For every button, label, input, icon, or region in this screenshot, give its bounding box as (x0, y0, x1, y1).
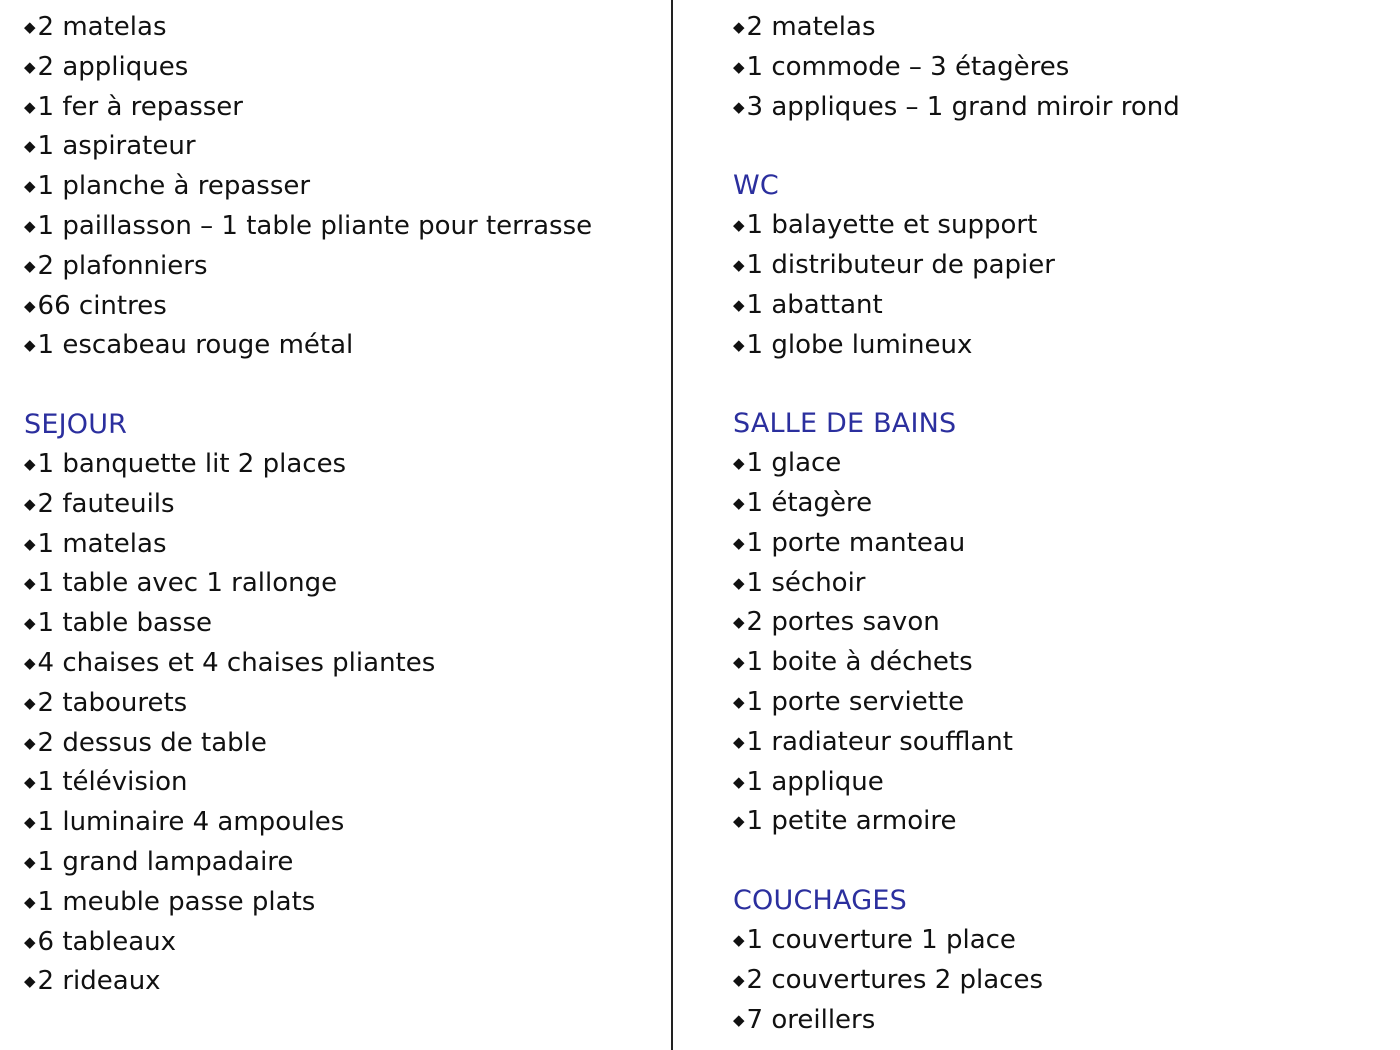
section-partial-left (24, 8, 664, 366)
list-item-text: 1 porte manteau (746, 527, 966, 558)
bullet-icon: ◆ (733, 653, 745, 672)
list-item-text: 1 commode – 3 étagères (746, 51, 1070, 82)
bullet-icon: ◆ (24, 574, 36, 593)
list-item-text: 1 fer à repasser (37, 91, 243, 122)
bullet-icon: ◆ (24, 852, 36, 871)
list-item-text: 2 matelas (37, 12, 167, 42)
bullet-icon: ◆ (733, 493, 745, 512)
list-item-text: 2 plafonniers (37, 250, 208, 281)
bullet-icon: ◆ (733, 692, 745, 711)
list-item (24, 525, 664, 565)
list-item (24, 167, 664, 207)
list-item (24, 883, 664, 923)
list-item-text: 6 tableaux (37, 926, 177, 957)
list-item-text: 1 aspirateur (37, 131, 196, 162)
list-item-text: 1 paillasson – 1 table pliante pour terrasse (37, 210, 593, 241)
bullet-icon: ◆ (733, 732, 745, 751)
list-item-text: 1 luminaire 4 ampoules (37, 807, 345, 838)
left-column (24, 8, 664, 1002)
list-item-text: 4 chaises et 4 chaises pliantes (37, 647, 436, 678)
list-item-text: 66 cintres (37, 290, 167, 321)
list-item-text: 1 meuble passe plats (37, 886, 316, 917)
bullet-icon: ◆ (733, 613, 745, 632)
bullet-icon: ◆ (733, 295, 745, 314)
bullet-icon: ◆ (24, 256, 36, 275)
section-title-salle-de-bains: SALLE DE BAINS (733, 408, 957, 440)
list-item-text: 1 abattant (746, 289, 883, 320)
list-item-text: 1 globe lumineux (746, 329, 973, 360)
item-list (24, 8, 664, 366)
list-item (24, 724, 664, 764)
list-item-text: 1 télévision (37, 767, 188, 798)
section-wc (733, 166, 1373, 365)
bullet-icon: ◆ (24, 177, 36, 196)
column-divider (671, 0, 673, 1050)
bullet-icon: ◆ (24, 534, 36, 553)
list-item (24, 326, 664, 366)
list-item-text: 1 boite à déchets (746, 647, 973, 678)
list-item (24, 962, 664, 1002)
bullet-icon: ◆ (733, 1010, 745, 1029)
list-item (733, 1001, 1373, 1041)
list-item-text: 1 glace (746, 448, 842, 479)
list-item (24, 127, 664, 167)
list-item-text: 1 distributeur de papier (746, 249, 1055, 280)
list-item-text: 1 escabeau rouge métal (37, 330, 354, 361)
list-item (733, 802, 1373, 842)
bullet-icon: ◆ (733, 18, 745, 36)
list-item (24, 684, 664, 724)
bullet-icon: ◆ (24, 18, 36, 36)
list-item (24, 644, 664, 684)
list-item-text: 1 grand lampadaire (37, 846, 294, 877)
list-item (733, 683, 1373, 723)
list-item (733, 286, 1373, 326)
bullet-icon: ◆ (24, 216, 36, 235)
bullet-icon: ◆ (24, 892, 36, 911)
item-list (733, 444, 1373, 842)
list-item (733, 921, 1373, 961)
section-salle-de-bains (733, 404, 1373, 842)
list-item (733, 246, 1373, 286)
bullet-icon: ◆ (733, 255, 745, 274)
bullet-icon: ◆ (24, 614, 36, 633)
bullet-icon: ◆ (24, 932, 36, 951)
list-item (24, 88, 664, 128)
list-item-text: 7 oreillers (746, 1004, 876, 1035)
bullet-icon: ◆ (733, 970, 745, 989)
list-item (24, 923, 664, 963)
list-item-text: 2 tabourets (37, 687, 188, 718)
list-item-text: 1 planche à repasser (37, 171, 311, 202)
list-item (24, 247, 664, 287)
list-item-text: 1 matelas (37, 528, 167, 559)
bullet-icon: ◆ (733, 454, 745, 473)
bullet-icon: ◆ (24, 454, 36, 473)
list-item-text: 1 banquette lit 2 places (37, 448, 347, 479)
list-item-text: 1 balayette et support (746, 210, 1038, 241)
list-item-text: 1 radiateur soufflant (746, 726, 1013, 757)
bullet-icon: ◆ (733, 533, 745, 552)
list-item (733, 961, 1373, 1001)
bullet-icon: ◆ (733, 930, 745, 949)
list-item (733, 88, 1373, 128)
list-item (733, 8, 1373, 48)
item-list (733, 8, 1373, 127)
item-list (733, 921, 1373, 1040)
list-item-text: 2 dessus de table (37, 727, 267, 758)
section-partial-right (733, 8, 1373, 127)
bullet-icon: ◆ (24, 972, 36, 991)
item-list (733, 206, 1373, 365)
list-item (24, 8, 664, 48)
section-title-couchages: COUCHAGES (733, 885, 907, 917)
list-item-text: 1 porte serviette (746, 686, 965, 717)
bullet-icon: ◆ (733, 573, 745, 592)
list-item (24, 207, 664, 247)
bullet-icon: ◆ (733, 335, 745, 354)
bullet-icon: ◆ (733, 57, 745, 76)
bullet-icon: ◆ (24, 57, 36, 76)
bullet-icon: ◆ (24, 137, 36, 156)
list-item-text: 1 étagère (746, 487, 873, 518)
list-item-text: 1 applique (746, 766, 884, 797)
list-item (24, 803, 664, 843)
list-item (733, 484, 1373, 524)
item-list (24, 445, 664, 1002)
list-item (733, 564, 1373, 604)
list-item (733, 643, 1373, 683)
bullet-icon: ◆ (24, 296, 36, 315)
list-item-text: 2 appliques (37, 51, 189, 82)
section-title-wc: WC (733, 170, 779, 202)
list-item (733, 763, 1373, 803)
list-item-text: 2 rideaux (37, 966, 161, 997)
section-couchages (733, 881, 1373, 1040)
list-item (24, 485, 664, 525)
bullet-icon: ◆ (24, 773, 36, 792)
list-item-text: 1 petite armoire (746, 806, 957, 837)
list-item (24, 763, 664, 803)
bullet-icon: ◆ (24, 494, 36, 513)
section-sejour (24, 405, 664, 1002)
list-item-text: 1 table avec 1 rallonge (37, 568, 338, 599)
bullet-icon: ◆ (733, 812, 745, 831)
list-item-text: 1 séchoir (746, 567, 866, 598)
bullet-icon: ◆ (24, 813, 36, 832)
list-item (733, 524, 1373, 564)
list-item (733, 723, 1373, 763)
list-item-text: 2 fauteuils (37, 488, 175, 519)
list-item-text: 1 table basse (37, 608, 212, 639)
bullet-icon: ◆ (24, 97, 36, 116)
bullet-icon: ◆ (733, 97, 745, 116)
bullet-icon: ◆ (733, 216, 745, 235)
list-item-text: 2 portes savon (746, 607, 940, 638)
list-item (24, 564, 664, 604)
list-item (24, 48, 664, 88)
bullet-icon: ◆ (24, 336, 36, 355)
list-item (24, 843, 664, 883)
list-item (24, 604, 664, 644)
list-item-text: 2 matelas (746, 12, 876, 42)
bullet-icon: ◆ (24, 733, 36, 752)
list-item-text: 2 couvertures 2 places (746, 964, 1044, 995)
list-item-text: 1 couverture 1 place (746, 924, 1016, 955)
list-item (733, 603, 1373, 643)
list-item (24, 287, 664, 327)
bullet-icon: ◆ (24, 653, 36, 672)
list-item (733, 206, 1373, 246)
list-item (733, 48, 1373, 88)
list-item (733, 444, 1373, 484)
right-column (733, 8, 1373, 1040)
list-item (24, 445, 664, 485)
list-item (733, 326, 1373, 366)
bullet-icon: ◆ (24, 693, 36, 712)
section-title-sejour: SEJOUR (24, 409, 128, 441)
bullet-icon: ◆ (733, 772, 745, 791)
list-item-text: 3 appliques – 1 grand miroir rond (746, 91, 1180, 122)
